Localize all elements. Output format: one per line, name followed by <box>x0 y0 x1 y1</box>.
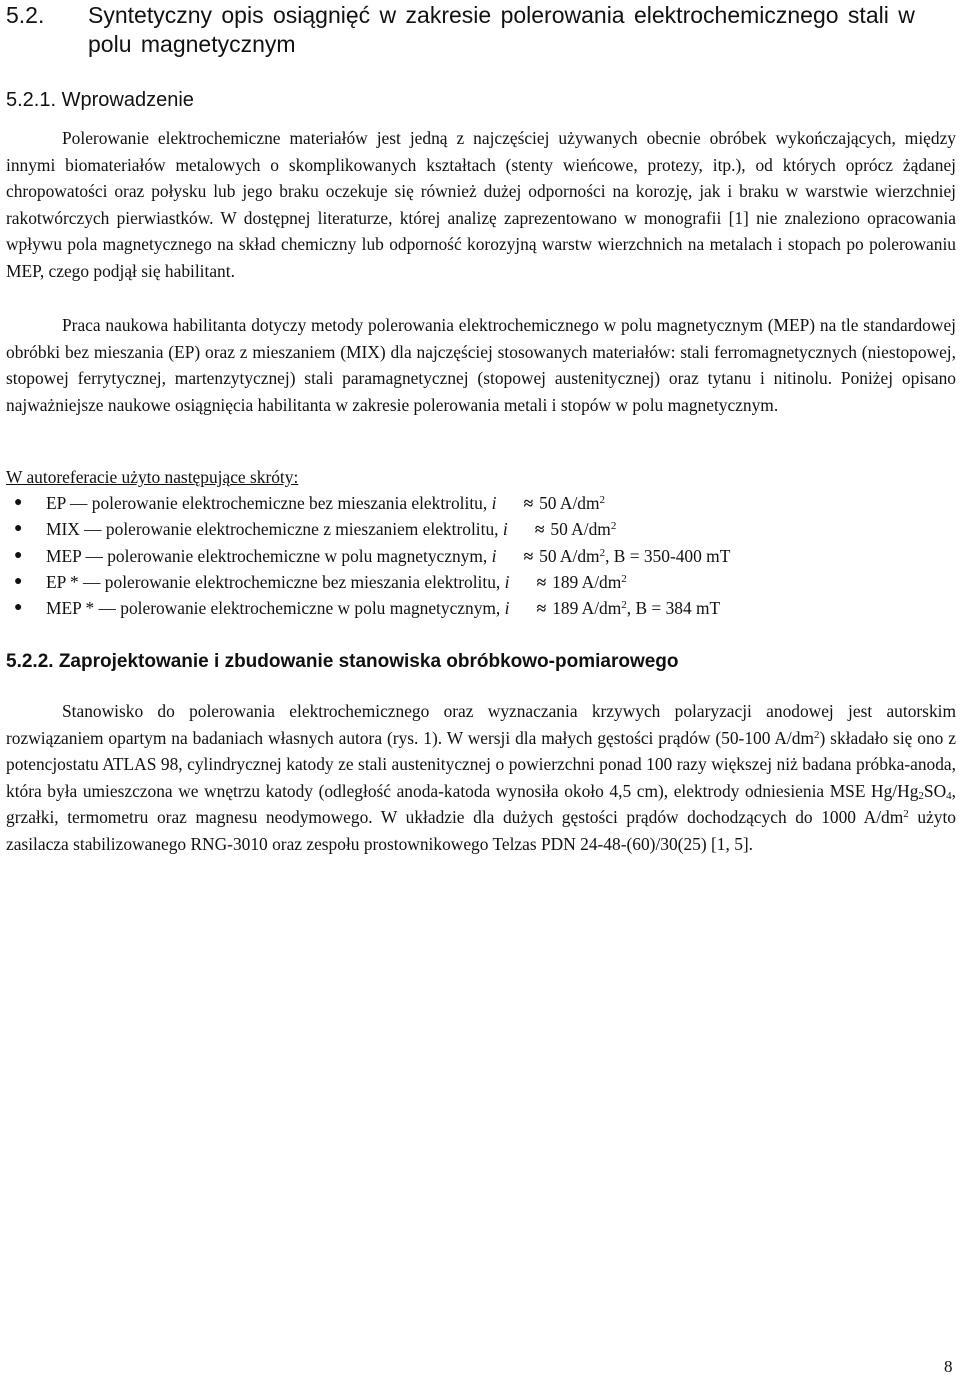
paragraph-introduction-text: Polerowanie elektrochemiczne materiałów jest jedną z najczęściej używanych obecnie obróbek wykończających, między innymi biomateriałów metalowych o skomplikowanych kształtach (stenty wieńcowe, protezy, itp.), od których oprócz żądanej chropowatości oraz połysku lub jego braku oczekuje się również dużej odporności na korozję, jak i braku w warstwie wierzchniej rakotwórczych pierwiastków. W dostępnej literaturze, której analizę zaprezentowano w monografii [1] nie znaleziono opracowania wpływu pola magnetycznego na skład chemiczny lub odporność korozyjną warstw wierzchnich na metalach i stopach po polerowaniu MEP, czego podjął się habilitant. <box>6 128 956 281</box>
paragraph-setup-text-3: SO <box>923 780 947 801</box>
list-item: ● MEP — polerowanie elektrochemiczne w polu magnetycznym, i ≈ 50 $A/dm^2$, B = 350-400 mT <box>6 543 730 569</box>
paragraph-setup-text-5: użyto zasilacza stabilizowanego RNG-3010 oraz zespołu prostownikowego Telzas PDN 24-48-(60)/30(25) [1, 5]. <box>6 807 957 854</box>
abbreviation-term: MIX <box>46 519 80 540</box>
paragraph-setup-text-1: Stanowisko do polerowania elektrochemicznego oraz wyznaczania krzywych polaryzacji anodowej jest autorskim rozwiązaniem opartym na badaniach własnych autora (rys. 1). W wersji dla małych gęstości prądów (50-100 A/dm <box>6 701 956 748</box>
abbreviation-description: polerowanie elektrochemiczne bez mieszania elektrolitu, <box>104 571 501 592</box>
abbreviation-term: MEP * <box>46 598 95 619</box>
list-item: ● MEP * — polerowanie elektrochemiczne w polu magnetycznym, i ≈ 189 $A/dm^2$, B = 384 mT <box>6 595 730 621</box>
current-density: 189 A/dm <box>552 598 622 619</box>
section-title: Syntetyczny opis osiągnięć w zakresie polerowania elektrochemicznego stali w polu magnetycznym <box>88 2 915 57</box>
paragraph-setup-text-4: , grzałki, termometru oraz magnesu neodymowego. W układzie dla dużych gęstości prądów dochodzących do 1000 A/dm <box>6 780 956 828</box>
subsection-heading-setup: 5.2.2. Zaprojektowanie i zbudowanie stanowiska obróbkowo-pomiarowego <box>6 651 679 672</box>
extra-params: , B = 350-400 mT <box>605 545 731 566</box>
section-number: 5.2. <box>6 2 45 28</box>
paragraph-introduction <box>6 125 956 285</box>
current-density: 50 A/dm <box>539 545 600 566</box>
abbreviation-term: EP <box>46 493 66 513</box>
subsection-heading-intro: 5.2.1. Wprowadzenie <box>6 89 194 111</box>
page-number: 8 <box>944 1357 953 1376</box>
current-density: 50 A/dm <box>539 493 600 513</box>
current-density: 50 A/dm <box>550 519 611 540</box>
bullet-icon: ● <box>14 495 23 510</box>
paragraph-research-scope-text: Praca naukowa habilitanta dotyczy metody polerowania elektrochemicznego w polu magnetycznym (MEP) na tle standardowej obróbki bez mieszania (EP) oraz z mieszaniem (MIX) dla najczęściej stosowanych materiałów: stali ferromagnetycznych (niestopowej, stopowej ferrytycznej, martenzytycznej) stali paramagnetycznej (stopowej austenitycznej) oraz tytanu i nitinolu. Poniżej opisano najważniejsze naukowe osiągnięcia habilitanta w zakresie polerowania metali i stopów w polu magnetycznym. <box>6 315 956 415</box>
bullet-icon: ● <box>14 521 23 537</box>
bullet-icon: ● <box>14 600 23 616</box>
paragraph-research-scope <box>6 312 956 418</box>
abbreviation-term: MEP <box>46 545 82 566</box>
paragraph-setup: Stanowisko do polerowania elektrochemicznego oraz wyznaczania krzywych polaryzacji anodowej jest autorskim rozwiązaniem opartym na badaniach własnych autora (rys. 1). W wersji dla małych gęstości prądów (50-100 $A/dm^2$) składało się ono z potencjostatu ATLAS 98, cylindrycznej katody ze stali austenitycznej o powierzchni ponad 100 razy większej niż badana próbka-anoda, która była umieszczona we wnętrzu katody (odległość anoda-katoda wynosiła około 4,5 cm), elektrody odniesienia MSE $Hg/Hg_2SO_4$, grzałki, termometru oraz magnesu neodymowego. W układzie dla dużych gęstości prądów dochodzących do 1000 $A/dm^2$ użyto zasilacza stabilizowanego RNG-3010 oraz zespołu prostownikowego Telzas PDN 24-48-(60)/30(25) [1, 5]. <box>6 701 957 854</box>
abbreviations-heading: W autoreferacie użyto następujące skróty: <box>6 467 299 487</box>
abbreviation-description: polerowanie elektrochemiczne w polu magnetycznym, <box>107 545 488 566</box>
bullet-icon: ● <box>14 573 23 589</box>
current-density: 189 A/dm <box>552 571 622 592</box>
abbreviation-description: polerowanie elektrochemiczne w polu magnetycznym, <box>120 598 501 619</box>
list-item: ● MIX — polerowanie elektrochemiczne z mieszaniem elektrolitu, i ≈ 50 $A/dm^2$ <box>6 516 730 542</box>
abbreviation-term: EP * <box>46 571 79 592</box>
section-heading <box>6 1 956 59</box>
abbreviation-description: polerowanie elektrochemiczne z mieszaniem elektrolitu, <box>105 519 499 540</box>
bullet-icon: ● <box>14 547 23 563</box>
abbreviations-list <box>6 490 730 621</box>
extra-params: , B = 384 mT <box>626 598 721 619</box>
abbreviation-description: polerowanie elektrochemiczne bez mieszania elektrolitu, <box>91 493 488 513</box>
list-item: ● EP * — polerowanie elektrochemiczne bez mieszania elektrolitu, i ≈ 189 $A/dm^2$ <box>6 569 730 595</box>
list-item: ● EP — polerowanie elektrochemiczne bez mieszania elektrolitu, i ≈ 50 $A/dm^2$ <box>6 490 730 516</box>
paragraph-setup-text-2: ) składało się ono z potencjostatu ATLAS 98, cylindrycznej katody ze stali austenitycznej o powierzchni ponad 100 razy większej niż badana próbka-anoda, która była umieszczona we wnętrzu katody (odległość anoda-katoda wynosiła około 4,5 cm), elektrody odniesienia MSE Hg/Hg <box>6 727 956 801</box>
